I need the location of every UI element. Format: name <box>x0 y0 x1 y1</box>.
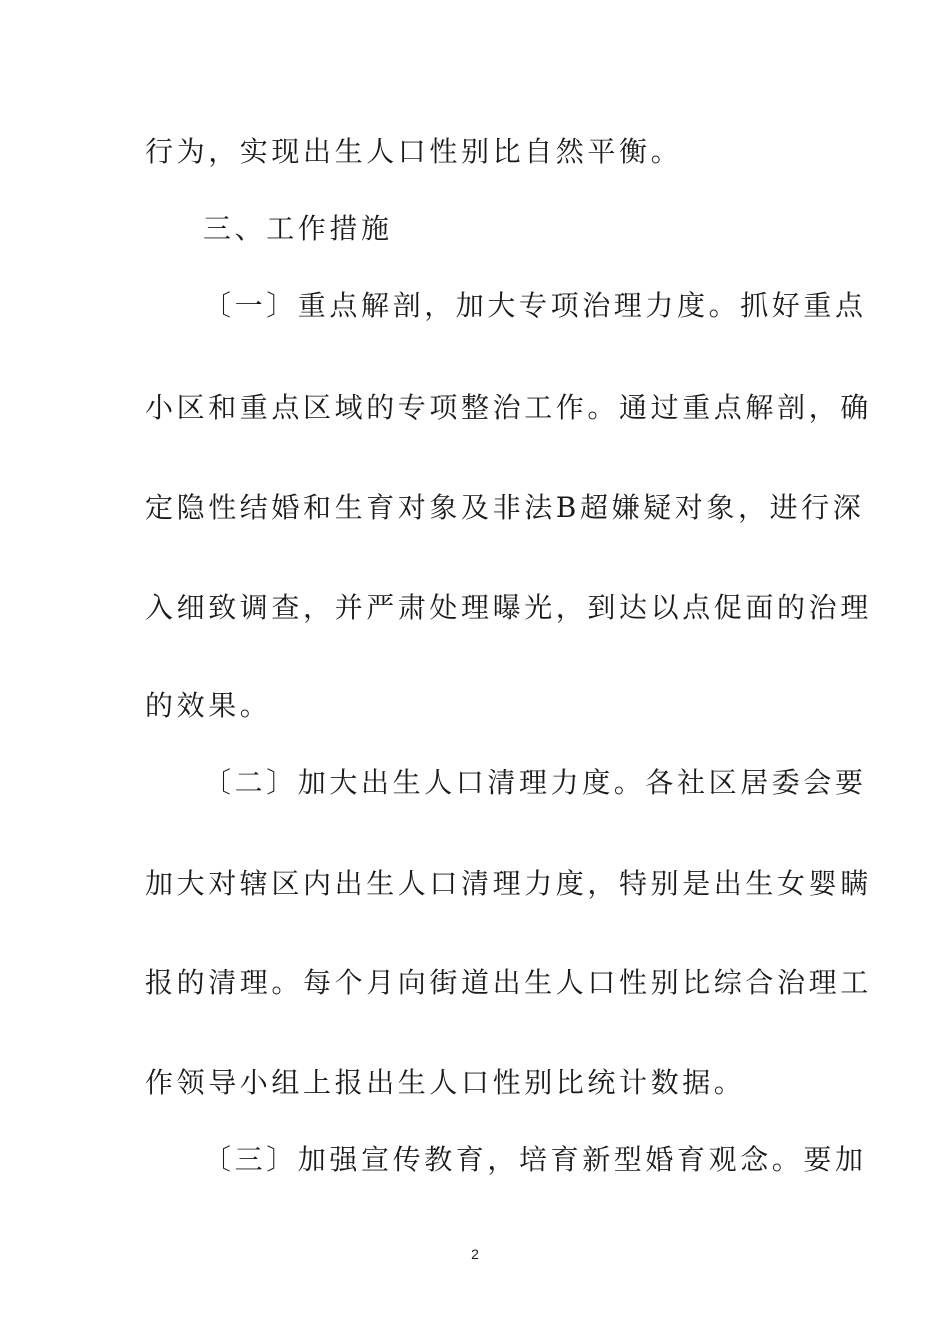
paragraph-2-line-3: 报的清理。每个月向街道出生人口性别比综合治理工 <box>145 966 872 999</box>
paragraph-1-line-1: 〔一〕重点解剖，加大专项治理力度。抓好重点 <box>203 289 867 322</box>
page-number: 2 <box>471 1246 479 1262</box>
paragraph-3-line-1: 〔三〕加强宣传教育，培育新型婚育观念。要加 <box>203 1143 867 1176</box>
paragraph-1-line-5: 的效果。 <box>145 689 272 722</box>
paragraph-2-line-2: 加大对辖区内出生人口清理力度，特别是出生女婴瞒 <box>145 867 872 900</box>
paragraph-1-line-2: 小区和重点区域的专项整治工作。通过重点解剖，确 <box>145 391 872 424</box>
section-heading: 三、工作措施 <box>203 212 393 245</box>
paragraph-2-line-1: 〔二〕加大出生人口清理力度。各社区居委会要 <box>203 766 867 799</box>
paragraph-1-line-4: 入细致调查，并严肃处理曝光，到达以点促面的治理 <box>145 591 872 624</box>
paragraph-1-line-3: 定隐性结婚和生育对象及非法B超嫌疑对象，进行深 <box>145 491 865 524</box>
body-text-line: 行为，实现出生人口性别比自然平衡。 <box>145 135 683 168</box>
paragraph-2-line-4: 作领导小组上报出生人口性别比统计数据。 <box>145 1066 746 1099</box>
